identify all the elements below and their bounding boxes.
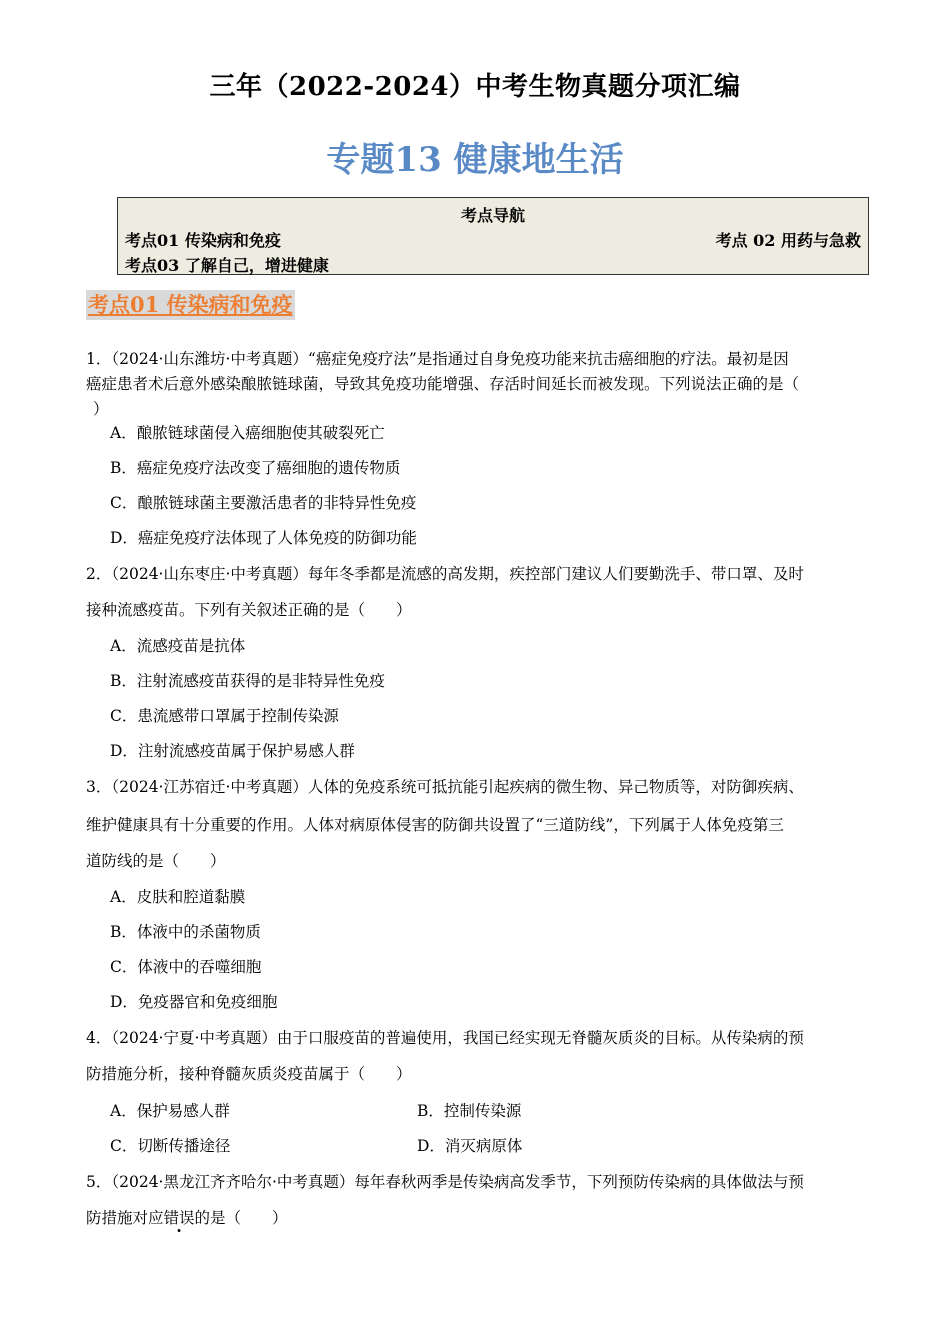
- question-1-option-a[interactable]: A．酿脓链球菌侵入癌细胞使其破裂死亡: [110, 424, 385, 442]
- question-2-line-2: 接种流感疫苗。下列有关叙述正确的是（ ）: [86, 601, 412, 619]
- question-2-option-d[interactable]: D．注射流感疫苗属于保护易感人群: [110, 742, 355, 760]
- question-5-line-1: 5．（2024·黑龙江齐齐哈尔·中考真题）每年春秋两季是传染病高发季节，下列预防传染病的具体做法与预: [86, 1173, 804, 1191]
- question-3-option-d[interactable]: D．免疫器官和免疫细胞: [110, 993, 278, 1011]
- question-1-line-2: 癌症患者术后意外感染酿脓链球菌，导致其免疫功能增强、存活时间延长而被发现。下列说法正确的是（: [86, 375, 800, 393]
- question-4-option-a[interactable]: A．保护易感人群: [110, 1102, 230, 1120]
- nav-item-topic-02[interactable]: 考点 02 用药与急救: [715, 231, 861, 250]
- page-title: 三年（2022-2024）中考生物真题分项汇编: [209, 72, 741, 102]
- question-3-line-3: 道防线的是（ ）: [86, 852, 226, 870]
- question-5-emphasis-word: 错误: [163, 1209, 195, 1227]
- topic-title: 专题13 健康地生活: [326, 140, 624, 180]
- question-5-text-after: 的是（ ）: [194, 1209, 288, 1227]
- question-4-option-b[interactable]: B．控制传染源: [417, 1102, 522, 1120]
- question-3-option-c[interactable]: C．体液中的吞噬细胞: [110, 958, 262, 976]
- question-3-option-a[interactable]: A．皮肤和腔道黏膜: [110, 888, 246, 906]
- question-5-line-2: [86, 1206, 288, 1228]
- question-1-line-3: ）: [93, 400, 109, 418]
- question-1-option-b[interactable]: B．癌症免疫疗法改变了癌细胞的遗传物质: [110, 459, 401, 477]
- question-1-line-1: 1．（2024·山东潍坊·中考真题）“癌症免疫疗法”是指通过自身免疫功能来抗击癌细胞的疗法。最初是因: [86, 350, 789, 368]
- question-3-option-b[interactable]: B．体液中的杀菌物质: [110, 923, 261, 941]
- question-4-option-d[interactable]: D．消灭病原体: [417, 1137, 523, 1155]
- question-2-option-b[interactable]: B．注射流感疫苗获得的是非特异性免疫: [110, 672, 385, 690]
- question-3-line-1: 3．（2024·江苏宿迁·中考真题）人体的免疫系统可抵抗能引起疾病的微生物、异己物质等，对防御疾病、: [86, 778, 804, 796]
- nav-item-topic-03[interactable]: 考点03 了解自己，增进健康: [125, 256, 329, 275]
- section-heading: 考点01 传染病和免疫: [86, 290, 295, 320]
- navigation-heading: 考点导航: [460, 206, 525, 225]
- question-4-line-1: 4．（2024·宁夏·中考真题）由于口服疫苗的普遍使用，我国已经实现无脊髓灰质炎的目标。从传染病的预: [86, 1029, 804, 1047]
- question-5-text-before: 防措施对应: [86, 1209, 164, 1227]
- question-1-option-d[interactable]: D．癌症免疫疗法体现了人体免疫的防御功能: [110, 529, 417, 547]
- question-1-option-c[interactable]: C．酿脓链球菌主要激活患者的非特异性免疫: [110, 494, 417, 512]
- question-4-option-c[interactable]: C．切断传播途径: [110, 1137, 231, 1155]
- topic-navigation-box: [117, 197, 869, 275]
- question-2-option-a[interactable]: A．流感疫苗是抗体: [110, 637, 246, 655]
- question-2-option-c[interactable]: C．患流感带口罩属于控制传染源: [110, 707, 339, 725]
- question-2-line-1: 2．（2024·山东枣庄·中考真题）每年冬季都是流感的高发期，疾控部门建议人们要勤洗手、带口罩、及时: [86, 565, 804, 583]
- question-3-line-2: 维护健康具有十分重要的作用。人体对病原体侵害的防御共设置了“三道防线”，下列属于人体免疫第三: [86, 816, 784, 834]
- nav-item-topic-01[interactable]: 考点01 传染病和免疫: [125, 231, 281, 250]
- question-4-line-2: 防措施分析，接种脊髓灰质炎疫苗属于（ ）: [86, 1065, 412, 1083]
